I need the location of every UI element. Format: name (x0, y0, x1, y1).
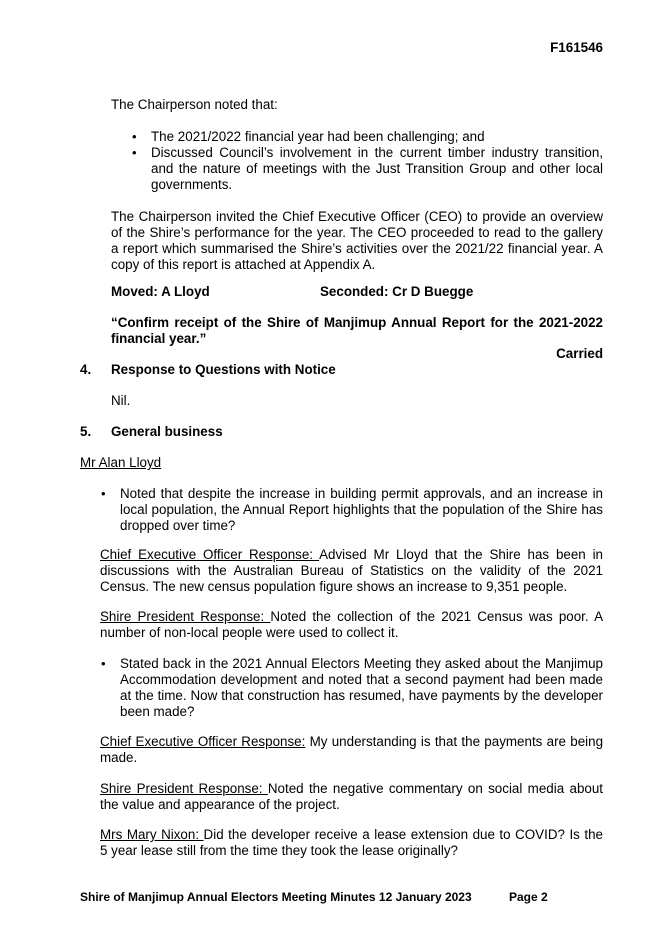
bullet-icon: • (132, 129, 137, 144)
chair-intro: The Chairperson noted that: (111, 97, 278, 112)
response-4-text: Noted the negative commentary on social media about the value and appearance of the project. (100, 781, 604, 812)
response-5-label: Mrs Mary Nixon: (100, 827, 204, 842)
speaker-name: Mr Alan Lloyd (80, 455, 162, 470)
chair-bullet-item: Discussed Council’s involvement in the current timber industry transition, and the nature of meetings with the Just Transition Group and other local governments. (151, 145, 603, 192)
motion-text: “Confirm receipt of the Shire of Manjimup Annual Report for the 2021-2022 financial year.” (111, 315, 603, 346)
section-5-title: General business (111, 424, 223, 439)
bullet-icon: • (101, 656, 106, 671)
seconded-by: Seconded: Cr D Buegge (320, 284, 474, 299)
bullet-icon: • (132, 145, 137, 160)
page-number: Page 2 (509, 890, 548, 904)
moved-by: Moved: A Lloyd (111, 284, 210, 299)
chair-bullet-item: The 2021/2022 financial year had been challenging; and (151, 129, 485, 144)
response-2-label: Shire President Response: (100, 609, 271, 624)
response-3-text: My understanding is that the payments are being made. (100, 734, 604, 765)
response-4-label: Shire President Response: (100, 781, 268, 796)
footer-title: Shire of Manjimup Annual Electors Meeting Minutes 12 January 2023 (80, 890, 472, 904)
section-4-body: Nil. (111, 393, 131, 408)
response-3 (100, 734, 603, 766)
response-1-text: Advised Mr Lloyd that the Shire has been in discussions with the Australian Bureau of Statistics on the validity of the 2021 Census. The new census population figure shows an increase to 9,351 people. (100, 547, 603, 594)
motion-result: Carried (556, 346, 603, 361)
response-5 (100, 827, 603, 859)
response-4 (100, 781, 603, 813)
response-2 (100, 609, 603, 641)
ceo-overview-paragraph: The Chairperson invited the Chief Executive Officer (CEO) to provide an overview of the Shire’s performance for the year. The CEO proceeded to read to the gallery a report which summarised the Shire’s activities over the 2021/22 financial year. A copy of this report is attached at Appendix A. (111, 209, 603, 272)
response-3-label: Chief Executive Officer Response: (100, 734, 306, 749)
bullet-icon: • (101, 486, 106, 501)
section-4-title: Response to Questions with Notice (111, 362, 336, 377)
response-2-text: Noted the collection of the 2021 Census was poor. A number of non-local people were used to collect it. (100, 609, 603, 640)
response-1-label: Chief Executive Officer Response: (100, 547, 320, 562)
question-2: Stated back in the 2021 Annual Electors Meeting they asked about the Manjimup Accommodation development and noted that a second payment had been made at the time. Now that construction has resumed, have payments by the developer been made? (120, 656, 603, 719)
section-5-number: 5. (80, 424, 92, 439)
section-4-number: 4. (80, 362, 92, 377)
question-1: Noted that despite the increase in building permit approvals, and an increase in local population, the Annual Report highlights that the population of the Shire has dropped over time? (120, 486, 603, 533)
response-1 (100, 547, 603, 595)
document-id: F161546 (550, 40, 603, 55)
response-5-text: Did the developer receive a lease extension due to COVID? Is the 5 year lease still from the time they took the lease originally? (100, 827, 603, 858)
